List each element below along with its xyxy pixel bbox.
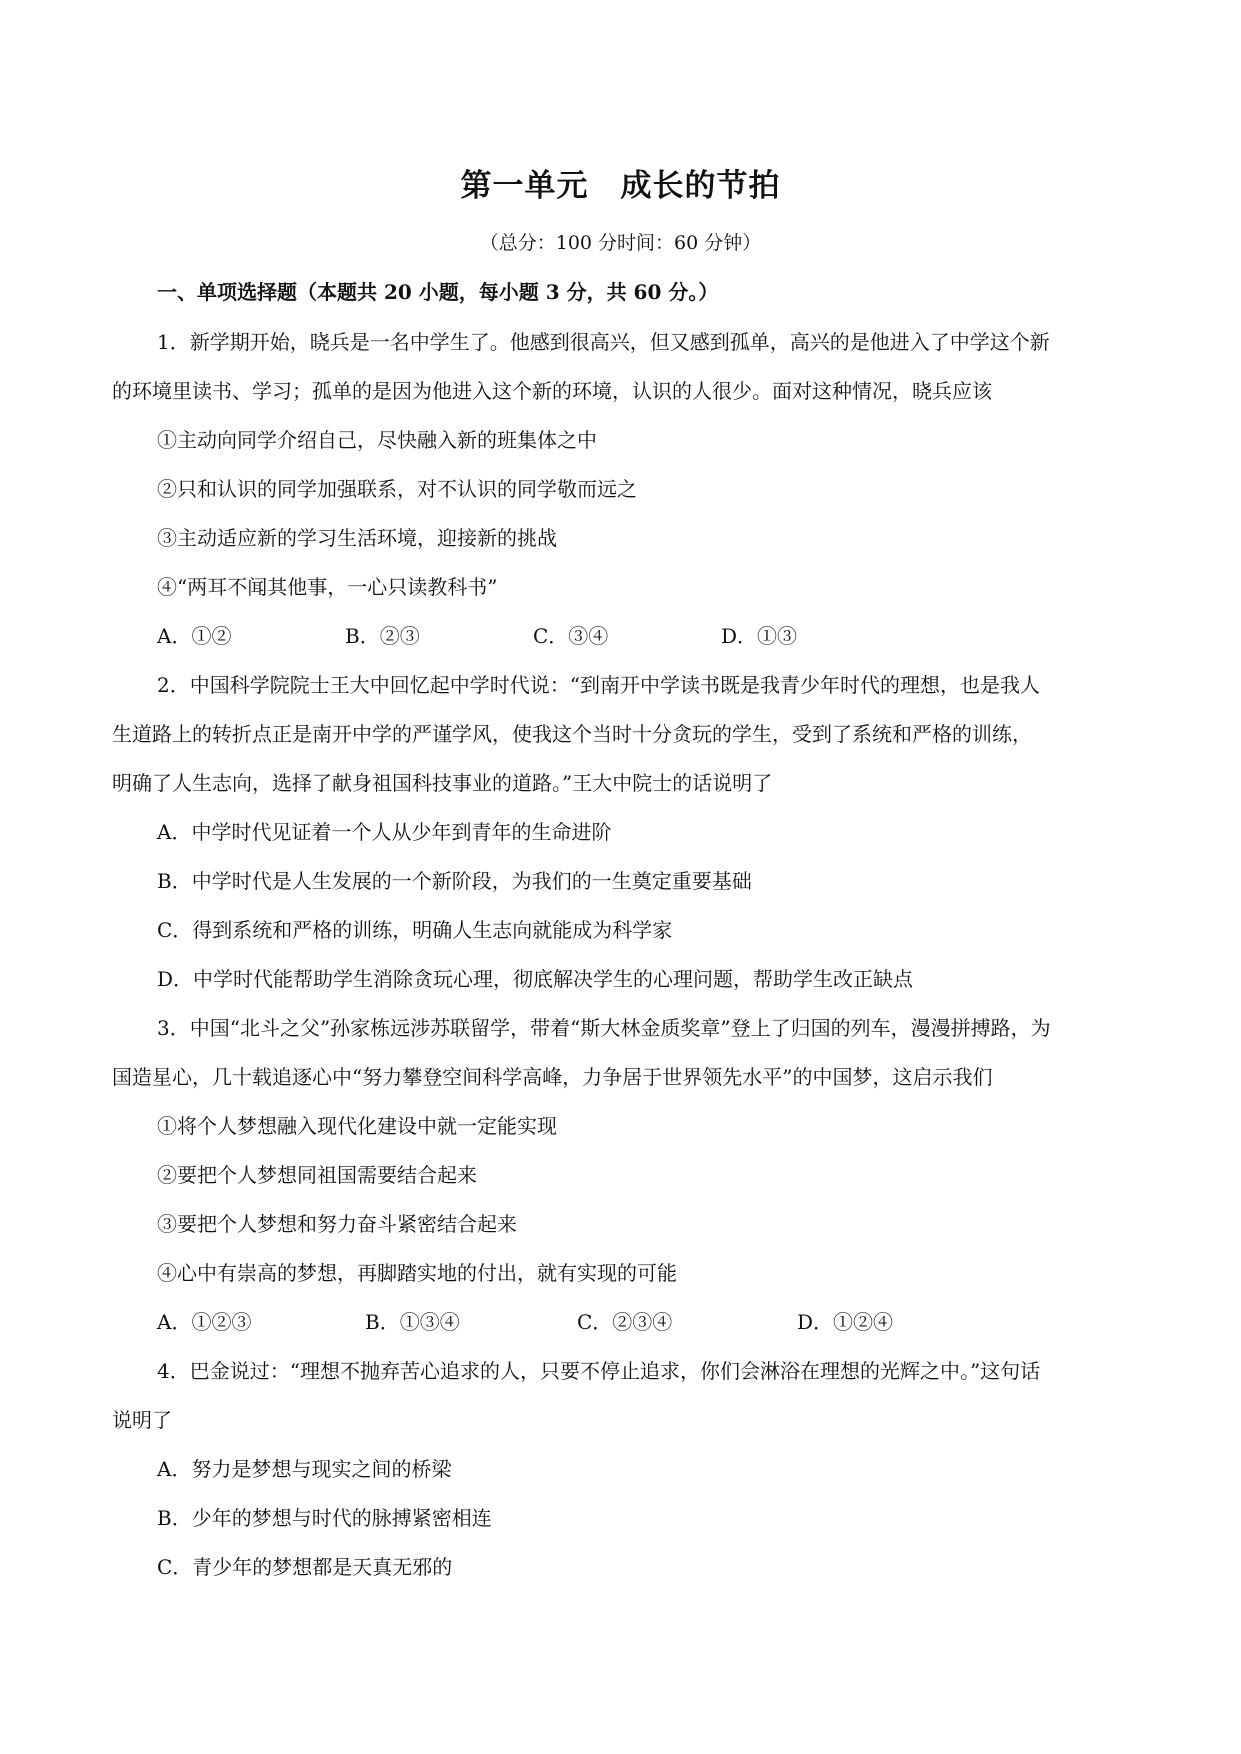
- question-stem-line: 国造星心，几十载追逐心中“努力攀登空间科学高峰，力争居于世界领先水平”的中国梦，这启示我们: [112, 1065, 993, 1089]
- question-stem-line: 1．新学期开始，晓兵是一名中学生了。他感到很高兴，但又感到孤单，高兴的是他进入了中学这个新: [157, 330, 1050, 354]
- choice-a: A．中学时代见证着一个人从少年到青年的生命进阶: [157, 820, 612, 844]
- statement-4: ④“两耳不闻其他事，一心只读教科书”: [157, 575, 498, 599]
- question-stem-line: 的环境里读书、学习；孤单的是因为他进入这个新的环境，认识的人很少。面对这种情况，晓兵应该: [112, 379, 992, 403]
- choice-d: D．中学时代能帮助学生消除贪玩心理，彻底解决学生的心理问题，帮助学生改正缺点: [157, 967, 914, 991]
- choice-a: A．①②: [157, 624, 232, 648]
- choice-c: C．②③④: [577, 1310, 673, 1334]
- section-heading: 一、单项选择题（本题共 20 小题，每小题 3 分，共 60 分。）: [157, 280, 719, 304]
- statement-4: ④心中有崇高的梦想，再脚踏实地的付出，就有实现的可能: [157, 1261, 677, 1285]
- question-stem-line: 明确了人生志向，选择了献身祖国科技事业的道路。”王大中院士的话说明了: [112, 771, 773, 795]
- statement-1: ①主动向同学介绍自己，尽快融入新的班集体之中: [157, 428, 597, 452]
- statement-3: ③主动适应新的学习生活环境，迎接新的挑战: [157, 526, 557, 550]
- question-stem-line: 说明了: [112, 1408, 172, 1432]
- choice-b: B．②③: [345, 624, 420, 648]
- question-stem-line: 4．巴金说过：“理想不抛弃苦心追求的人，只要不停止追求，你们会淋浴在理想的光辉之中。”这句话: [157, 1359, 1041, 1383]
- choice-c: C．③④: [533, 624, 609, 648]
- choice-b: B．①③④: [365, 1310, 460, 1334]
- question-stem-line: 生道路上的转折点正是南开中学的严谨学风，使我这个当时十分贪玩的学生，受到了系统和严格的训练，: [112, 722, 1032, 746]
- exam-info: （总分：100 分时间：60 分钟）: [479, 232, 762, 254]
- choice-b: B．中学时代是人生发展的一个新阶段，为我们的一生奠定重要基础: [157, 869, 752, 893]
- choice-b: B．少年的梦想与时代的脉搏紧密相连: [157, 1506, 492, 1530]
- statement-1: ①将个人梦想融入现代化建设中就一定能实现: [157, 1114, 557, 1138]
- choice-d: D．①②④: [797, 1310, 894, 1334]
- statement-2: ②要把个人梦想同祖国需要结合起来: [157, 1163, 477, 1187]
- choice-c: C．得到系统和严格的训练，明确人生志向就能成为科学家: [157, 918, 673, 942]
- choice-c: C．青少年的梦想都是天真无邪的: [157, 1555, 453, 1579]
- choice-a: A．努力是梦想与现实之间的桥梁: [157, 1457, 452, 1481]
- statement-2: ②只和认识的同学加强联系，对不认识的同学敬而远之: [157, 477, 637, 501]
- question-stem-line: 2．中国科学院院士王大中回忆起中学时代说：“到南开中学读书既是我青少年时代的理想，也是我人: [157, 673, 1040, 697]
- choice-a: A．①②③: [157, 1310, 252, 1334]
- statement-3: ③要把个人梦想和努力奋斗紧密结合起来: [157, 1212, 517, 1236]
- page-title: 第一单元 成长的节拍: [460, 168, 781, 204]
- choice-d: D．①③: [721, 624, 798, 648]
- question-stem-line: 3．中国“北斗之父”孙家栋远涉苏联留学，带着“斯大林金质奖章”登上了归国的列车，漫漫拼搏路，为: [157, 1016, 1051, 1040]
